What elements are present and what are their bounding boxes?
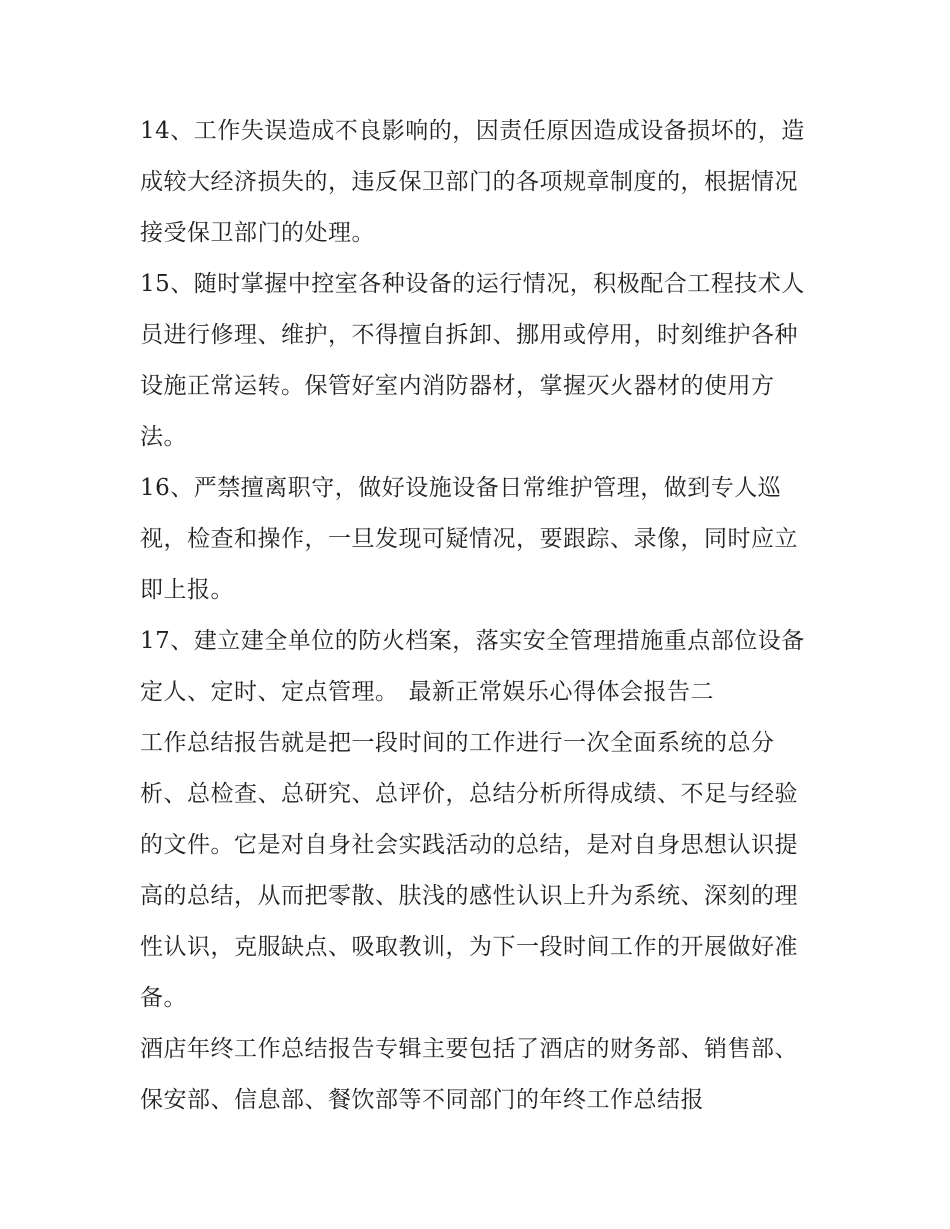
paragraph-hotel-summary: 酒店年终工作总结报告专辑主要包括了酒店的财务部、销售部、保安部、信息部、餐饮部等不同部门的年终工作总结报	[140, 1036, 798, 1113]
paragraph-14: 14、工作失误造成不良影响的，因责任原因造成设备损坏的，造成较大经济损失的，违反保卫部门的各项规章制度的，根据情况接受保卫部门的处理。	[140, 118, 805, 246]
paragraph-17-text: 17、建立建全单位的防火档案，落实安全管理措施重点部位设备定人、定时、定点管理。	[140, 628, 805, 705]
paragraph-17	[140, 616, 820, 718]
document-body	[140, 106, 820, 1126]
paragraph-16: 16、严禁擅离职守，做好设施设备日常维护管理，做到专人巡视，检查和操作，一旦发现可疑情况，要跟踪、录像，同时应立即上报。	[140, 475, 798, 603]
inline-heading: 最新正常娱乐心得体会报告二	[408, 679, 714, 705]
paragraph-15: 15、随时掌握中控室各种设备的运行情况，积极配合工程技术人员进行修理、维护，不得擅自拆卸、挪用或停用，时刻维护各种设施正常运转。保管好室内消防器材，掌握灭火器材的使用方法。	[140, 271, 805, 450]
paragraph-summary-definition: 工作总结报告就是把一段时间的工作进行一次全面系统的总分析、总检查、总研究、总评价，总结分析所得成绩、不足与经验的文件。它是对自身社会实践活动的总结，是对自身思想认识提高的总结，从而把零散、肤浅的感性认识上升为系统、深刻的理性认识，克服缺点、吸取教训，为下一段时间工作的开展做好准备。	[140, 730, 798, 1011]
